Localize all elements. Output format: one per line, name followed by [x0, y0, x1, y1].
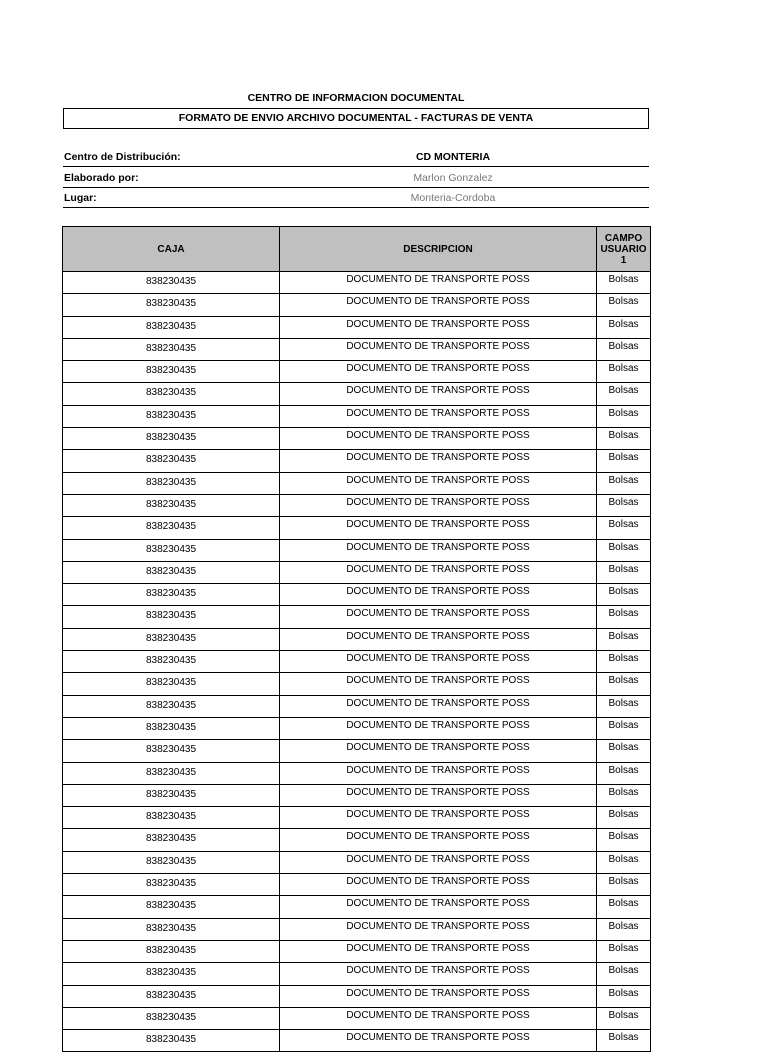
cell-campo-usuario: Bolsas [597, 807, 651, 829]
cell-caja: 838230435 [63, 517, 280, 539]
cell-caja: 838230435 [63, 494, 280, 516]
table-row [63, 472, 651, 494]
cell-campo-usuario: Bolsas [597, 740, 651, 762]
cell-caja: 838230435 [63, 896, 280, 918]
table-row [63, 494, 651, 516]
cell-caja: 838230435 [63, 450, 280, 472]
cell-descripcion: DOCUMENTO DE TRANSPORTE POSS [280, 940, 597, 962]
table-body [63, 272, 651, 1052]
cell-descripcion: DOCUMENTO DE TRANSPORTE POSS [280, 517, 597, 539]
info-row-elaborado [63, 168, 649, 188]
cell-descripcion: DOCUMENTO DE TRANSPORTE POSS [280, 717, 597, 739]
column-header-campo-usuario: CAMPO USUARIO 1 [597, 227, 651, 272]
table-row [63, 561, 651, 583]
cell-campo-usuario: Bolsas [597, 784, 651, 806]
cell-campo-usuario: Bolsas [597, 673, 651, 695]
cell-caja: 838230435 [63, 294, 280, 316]
cell-descripcion: DOCUMENTO DE TRANSPORTE POSS [280, 405, 597, 427]
cell-caja: 838230435 [63, 695, 280, 717]
cell-descripcion: DOCUMENTO DE TRANSPORTE POSS [280, 450, 597, 472]
cell-caja: 838230435 [63, 561, 280, 583]
column-header-caja: CAJA [63, 227, 280, 272]
cell-descripcion: DOCUMENTO DE TRANSPORTE POSS [280, 338, 597, 360]
table-row [63, 695, 651, 717]
cell-descripcion: DOCUMENTO DE TRANSPORTE POSS [280, 606, 597, 628]
cell-campo-usuario: Bolsas [597, 405, 651, 427]
table-row [63, 940, 651, 962]
table-row [63, 450, 651, 472]
cell-descripcion: DOCUMENTO DE TRANSPORTE POSS [280, 673, 597, 695]
cell-campo-usuario: Bolsas [597, 874, 651, 896]
centro-label: Centro de Distribución: [64, 151, 181, 163]
elaborado-value: Marlon Gonzalez [413, 172, 493, 184]
cell-caja: 838230435 [63, 338, 280, 360]
cell-campo-usuario: Bolsas [597, 472, 651, 494]
table-row [63, 918, 651, 940]
cell-caja: 838230435 [63, 807, 280, 829]
cell-campo-usuario: Bolsas [597, 896, 651, 918]
cell-campo-usuario: Bolsas [597, 1030, 651, 1052]
table-row [63, 829, 651, 851]
table-row [63, 874, 651, 896]
table-row [63, 383, 651, 405]
table-row [63, 316, 651, 338]
cell-caja: 838230435 [63, 361, 280, 383]
cell-caja: 838230435 [63, 740, 280, 762]
cell-campo-usuario: Bolsas [597, 428, 651, 450]
table-row [63, 606, 651, 628]
cell-campo-usuario: Bolsas [597, 584, 651, 606]
cell-descripcion: DOCUMENTO DE TRANSPORTE POSS [280, 383, 597, 405]
cell-caja: 838230435 [63, 1007, 280, 1029]
cell-caja: 838230435 [63, 472, 280, 494]
cell-caja: 838230435 [63, 606, 280, 628]
cell-campo-usuario: Bolsas [597, 1007, 651, 1029]
cell-campo-usuario: Bolsas [597, 450, 651, 472]
table-row [63, 851, 651, 873]
cell-campo-usuario: Bolsas [597, 918, 651, 940]
table-row [63, 717, 651, 739]
cell-descripcion: DOCUMENTO DE TRANSPORTE POSS [280, 1030, 597, 1052]
cell-descripcion: DOCUMENTO DE TRANSPORTE POSS [280, 963, 597, 985]
cell-campo-usuario: Bolsas [597, 985, 651, 1007]
cell-caja: 838230435 [63, 428, 280, 450]
cell-campo-usuario: Bolsas [597, 651, 651, 673]
column-header-descripcion: DESCRIPCION [280, 227, 597, 272]
cell-descripcion: DOCUMENTO DE TRANSPORTE POSS [280, 918, 597, 940]
table-row [63, 539, 651, 561]
cell-descripcion: DOCUMENTO DE TRANSPORTE POSS [280, 985, 597, 1007]
table-row [63, 517, 651, 539]
centro-value: CD MONTERIA [415, 151, 491, 163]
cell-caja: 838230435 [63, 1030, 280, 1052]
lugar-label: Lugar: [64, 192, 97, 204]
cell-campo-usuario: Bolsas [597, 829, 651, 851]
cell-descripcion: DOCUMENTO DE TRANSPORTE POSS [280, 829, 597, 851]
cell-caja: 838230435 [63, 383, 280, 405]
lugar-value: Monteria-Cordoba [410, 192, 496, 204]
cell-descripcion: DOCUMENTO DE TRANSPORTE POSS [280, 1007, 597, 1029]
cell-caja: 838230435 [63, 784, 280, 806]
table-row [63, 272, 651, 294]
cell-caja: 838230435 [63, 918, 280, 940]
cell-campo-usuario: Bolsas [597, 851, 651, 873]
cell-caja: 838230435 [63, 628, 280, 650]
cell-caja: 838230435 [63, 829, 280, 851]
cell-caja: 838230435 [63, 673, 280, 695]
cell-descripcion: DOCUMENTO DE TRANSPORTE POSS [280, 472, 597, 494]
table-row [63, 673, 651, 695]
cell-caja: 838230435 [63, 405, 280, 427]
cell-descripcion: DOCUMENTO DE TRANSPORTE POSS [280, 584, 597, 606]
document-subtitle: FORMATO DE ENVIO ARCHIVO DOCUMENTAL - FACTURAS DE VENTA [63, 108, 649, 129]
table-header-row [63, 227, 651, 272]
cell-descripcion: DOCUMENTO DE TRANSPORTE POSS [280, 784, 597, 806]
cell-descripcion: DOCUMENTO DE TRANSPORTE POSS [280, 695, 597, 717]
cell-campo-usuario: Bolsas [597, 561, 651, 583]
table-row [63, 361, 651, 383]
cell-descripcion: DOCUMENTO DE TRANSPORTE POSS [280, 762, 597, 784]
cell-caja: 838230435 [63, 851, 280, 873]
cell-campo-usuario: Bolsas [597, 606, 651, 628]
document-title: CENTRO DE INFORMACION DOCUMENTAL [247, 92, 465, 104]
cell-campo-usuario: Bolsas [597, 294, 651, 316]
cell-campo-usuario: Bolsas [597, 717, 651, 739]
table-row [63, 784, 651, 806]
items-table [62, 226, 651, 1052]
table-row [63, 1030, 651, 1052]
cell-caja: 838230435 [63, 985, 280, 1007]
table-row [63, 338, 651, 360]
cell-campo-usuario: Bolsas [597, 940, 651, 962]
cell-descripcion: DOCUMENTO DE TRANSPORTE POSS [280, 316, 597, 338]
cell-descripcion: DOCUMENTO DE TRANSPORTE POSS [280, 874, 597, 896]
cell-campo-usuario: Bolsas [597, 963, 651, 985]
cell-campo-usuario: Bolsas [597, 539, 651, 561]
table-row [63, 1007, 651, 1029]
cell-campo-usuario: Bolsas [597, 383, 651, 405]
table-row [63, 428, 651, 450]
cell-descripcion: DOCUMENTO DE TRANSPORTE POSS [280, 272, 597, 294]
cell-descripcion: DOCUMENTO DE TRANSPORTE POSS [280, 561, 597, 583]
table-row [63, 740, 651, 762]
cell-campo-usuario: Bolsas [597, 695, 651, 717]
table-row [63, 294, 651, 316]
cell-campo-usuario: Bolsas [597, 762, 651, 784]
cell-campo-usuario: Bolsas [597, 316, 651, 338]
table-row [63, 963, 651, 985]
cell-descripcion: DOCUMENTO DE TRANSPORTE POSS [280, 651, 597, 673]
cell-caja: 838230435 [63, 584, 280, 606]
cell-caja: 838230435 [63, 940, 280, 962]
cell-descripcion: DOCUMENTO DE TRANSPORTE POSS [280, 361, 597, 383]
cell-descripcion: DOCUMENTO DE TRANSPORTE POSS [280, 851, 597, 873]
info-row-centro [63, 147, 649, 167]
cell-caja: 838230435 [63, 651, 280, 673]
cell-caja: 838230435 [63, 272, 280, 294]
cell-caja: 838230435 [63, 316, 280, 338]
table-row [63, 807, 651, 829]
cell-descripcion: DOCUMENTO DE TRANSPORTE POSS [280, 494, 597, 516]
cell-campo-usuario: Bolsas [597, 338, 651, 360]
table-row [63, 896, 651, 918]
cell-caja: 838230435 [63, 539, 280, 561]
cell-caja: 838230435 [63, 963, 280, 985]
table-row [63, 405, 651, 427]
table-row [63, 584, 651, 606]
cell-descripcion: DOCUMENTO DE TRANSPORTE POSS [280, 294, 597, 316]
cell-caja: 838230435 [63, 717, 280, 739]
table-row [63, 762, 651, 784]
cell-descripcion: DOCUMENTO DE TRANSPORTE POSS [280, 539, 597, 561]
cell-campo-usuario: Bolsas [597, 494, 651, 516]
info-row-lugar [63, 188, 649, 208]
table-row [63, 651, 651, 673]
cell-campo-usuario: Bolsas [597, 272, 651, 294]
cell-descripcion: DOCUMENTO DE TRANSPORTE POSS [280, 428, 597, 450]
cell-caja: 838230435 [63, 874, 280, 896]
table-row [63, 628, 651, 650]
cell-campo-usuario: Bolsas [597, 361, 651, 383]
cell-descripcion: DOCUMENTO DE TRANSPORTE POSS [280, 807, 597, 829]
cell-descripcion: DOCUMENTO DE TRANSPORTE POSS [280, 896, 597, 918]
cell-descripcion: DOCUMENTO DE TRANSPORTE POSS [280, 740, 597, 762]
cell-caja: 838230435 [63, 762, 280, 784]
cell-campo-usuario: Bolsas [597, 628, 651, 650]
table-row [63, 985, 651, 1007]
cell-descripcion: DOCUMENTO DE TRANSPORTE POSS [280, 628, 597, 650]
cell-campo-usuario: Bolsas [597, 517, 651, 539]
elaborado-label: Elaborado por: [64, 172, 139, 184]
